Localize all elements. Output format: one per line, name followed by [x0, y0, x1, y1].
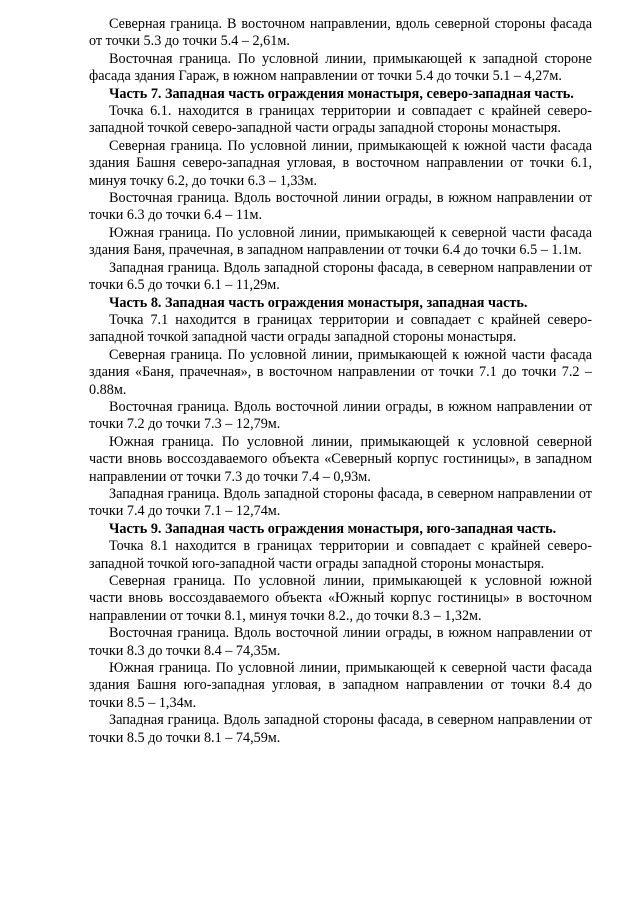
paragraph-south-boundary-6: Южная граница. По условной линии, примыкающей к северной части фасада здания Баня, прачечная, в западном направлении от точки 6.4 до точки 6.5 – 1.1м.: [89, 224, 592, 259]
paragraph-point-8-1: Точка 8.1 находится в границах территории и совпадает с крайней северо-западной точкой юго-западной части ограды западной стороны монастыря.: [89, 538, 592, 572]
document-page: [89, 16, 592, 747]
paragraph-north-boundary-8: Северная граница. По условной линии, примыкающей к условной южной части вновь воссоздаваемого объекта «Южный корпус гостиницы» в восточном направлении от точки 8.1, минуя точки 8.2., до точки 8.3 – 1,32м.: [89, 573, 592, 624]
paragraph-south-boundary-7: Южная граница. По условной линии, примыкающей к условной северной части вновь воссоздаваемого объекта «Северный корпус гостиницы», в западном направлении от точки 7.3 до точки 7.4 – 0,93м.: [89, 433, 592, 485]
paragraph-west-boundary-6: Западная граница. Вдоль западной стороны фасада, в северном направлении от точки 6.5 до точки 6.1 – 11,29м.: [89, 259, 592, 294]
paragraph-south-boundary-8: Южная граница. По условной линии, примыкающей к северной части фасада здания Башня юго-западная угловая, в западном направлении от точки 8.4 до точки 8.5 – 1,34м.: [89, 660, 592, 711]
paragraph-point-7-1: Точка 7.1 находится в границах территории и совпадает с крайней северо-западной точкой западной части ограды западной стороны монастыря.: [89, 311, 592, 346]
paragraph-west-boundary-8: Западная граница. Вдоль западной стороны фасада, в северном направлении от точки 8.5 до точки 8.1 – 74,59м.: [89, 712, 592, 746]
paragraph-north-boundary-7: Северная граница. По условной линии, примыкающей к южной части фасада здания «Баня, прачечная», в восточном направлении от точки 7.1 до точки 7.2 – 0.88м.: [89, 346, 592, 398]
paragraph-east-boundary-6: Восточная граница. Вдоль восточной линии ограды, в южном направлении от точки 6.3 до точки 6.4 – 11м.: [89, 190, 592, 224]
paragraph-east-boundary-5: Восточная граница. По условной линии, примыкающей к западной стороне фасада здания Гараж, в южном направлении от точки 5.4 до точки 5.1 – 4,27м.: [89, 50, 592, 85]
section-heading-part-9: Часть 9. Западная часть ограждения монастыря, юго-западная часть.: [109, 520, 557, 537]
paragraph-north-boundary-5: Северная граница. В восточном направлении, вдоль северной стороны фасада от точки 5.3 до точки 5.4 – 2,61м.: [89, 16, 592, 50]
section-heading-part-7: Часть 7. Западная часть ограждения монастыря, северо-западная часть.: [109, 85, 574, 102]
paragraph-east-boundary-8: Восточная граница. Вдоль восточной линии ограды, в южном направлении от точки 8.3 до точки 8.4 – 74,35м.: [89, 625, 592, 659]
paragraph-east-boundary-7: Восточная граница. Вдоль восточной линии ограды, в южном направлении от точки 7.2 до точки 7.3 – 12,79м.: [89, 398, 592, 433]
paragraph-west-boundary-7: Западная граница. Вдоль западной стороны фасада, в северном направлении от точки 7.4 до точки 7.1 – 12,74м.: [89, 485, 592, 520]
section-heading-part-8: Часть 8. Западная часть ограждения монастыря, западная часть.: [109, 294, 528, 311]
paragraph-north-boundary-6: Северная граница. По условной линии, примыкающей к южной части фасада здания Башня северо-западная угловая, в восточном направлении от точки 6.1, минуя точку 6.2, до точки 6.3 – 1,33м.: [89, 137, 592, 189]
paragraph-point-6-1: Точка 6.1. находится в границах территории и совпадает с крайней северо-западной точкой северо-западной части ограды западной стороны монастыря.: [89, 103, 592, 137]
